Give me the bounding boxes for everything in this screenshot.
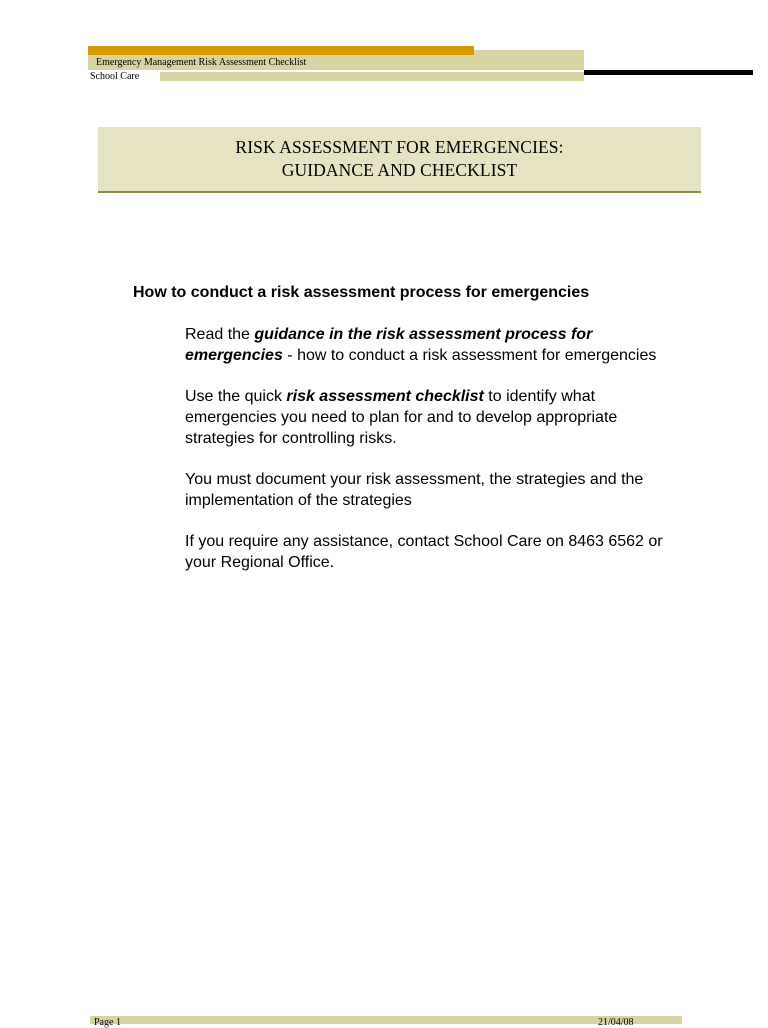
header-rule xyxy=(584,70,753,75)
document-title-box xyxy=(98,127,701,193)
paragraph-document: You must document your risk assessment, the strategies and the implementation of the strategies xyxy=(185,471,644,509)
paragraph-guidance xyxy=(185,324,685,366)
p2-suffix: to identify what emergencies you need to plan for and to develop appropriate strategies for controlling risks. xyxy=(185,388,618,447)
footer-date: 21/04/08 xyxy=(598,1017,634,1028)
paragraph-checklist xyxy=(185,386,685,449)
header-accent-bar xyxy=(88,46,474,55)
header-subtitle: School Care xyxy=(90,71,140,82)
p1-prefix: Read the xyxy=(185,326,255,343)
p1-suffix: - how to conduct a risk assessment for emergencies xyxy=(282,347,657,364)
header-title: Emergency Management Risk Assessment Checklist xyxy=(96,57,307,68)
footer-page-number: Page 1 xyxy=(94,1017,121,1028)
document-title-line2: GUIDANCE AND CHECKLIST xyxy=(281,160,518,180)
checklist-link-text: risk assessment checklist xyxy=(286,388,484,405)
footer-band xyxy=(90,1016,682,1024)
p2-prefix: Use the quick xyxy=(185,388,287,405)
paragraph-contact: If you require any assistance, contact School Care on 8463 6562 or your Regional Office. xyxy=(185,533,663,571)
header-sub-band xyxy=(160,72,584,81)
section-heading: How to conduct a risk assessment process for emergencies xyxy=(133,284,590,301)
guidance-link-text: guidance in the risk assessment process for emergencies xyxy=(185,326,593,364)
document-title-line1: RISK ASSESSMENT FOR EMERGENCIES: xyxy=(235,137,564,157)
body-text xyxy=(185,324,685,593)
